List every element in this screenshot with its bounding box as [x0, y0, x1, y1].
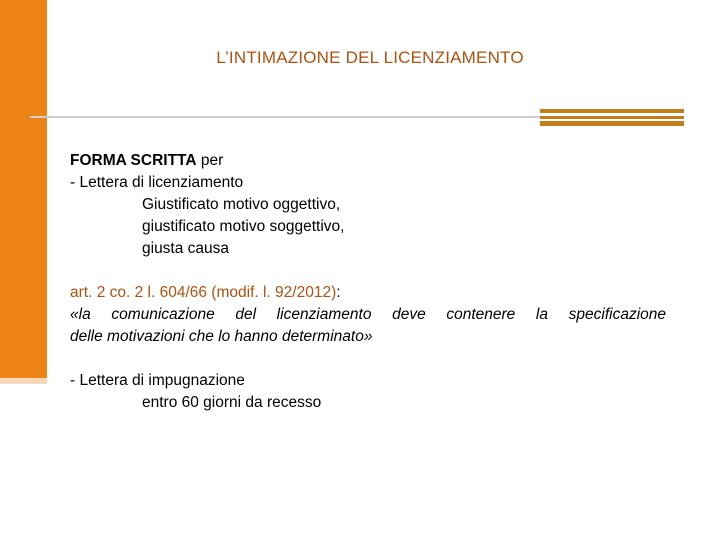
form-heading-bold: FORMA SCRITTA — [70, 152, 197, 169]
legal-reference: art. 2 co. 2 l. 604/66 (modif. l. 92/2012) — [70, 284, 337, 301]
sub-list-item: giusta causa — [142, 240, 230, 257]
legal-reference-line — [70, 282, 666, 304]
slide-title: L’INTIMAZIONE DEL LICENZIAMENTO — [216, 48, 524, 67]
title-divider — [30, 116, 540, 118]
form-heading — [70, 150, 666, 172]
sub-list-item: entro 60 giorni da recesso — [142, 394, 322, 411]
list-item: - Lettera di licenziamento — [70, 174, 244, 191]
legal-quote-line: «la comunicazione del licenziamento deve contenere la specificazione — [70, 306, 666, 323]
slide-body — [70, 150, 666, 414]
sub-list-item: giustificato motivo soggettivo, — [142, 218, 345, 235]
legal-reference-colon: : — [336, 284, 341, 301]
form-heading-rest: per — [196, 152, 224, 169]
accent-bar — [540, 109, 684, 113]
sub-list-item: Giustificato motivo oggettivo, — [142, 196, 341, 213]
sidebar-shadow — [0, 378, 47, 384]
accent-bar — [540, 116, 684, 119]
legal-quote-line: delle motivazioni che lo hanno determinato» — [70, 328, 373, 345]
accent-bars — [540, 109, 684, 127]
accent-bar — [540, 121, 684, 126]
list-item: - Lettera di impugnazione — [70, 372, 245, 389]
orange-sidebar-band — [0, 0, 47, 384]
